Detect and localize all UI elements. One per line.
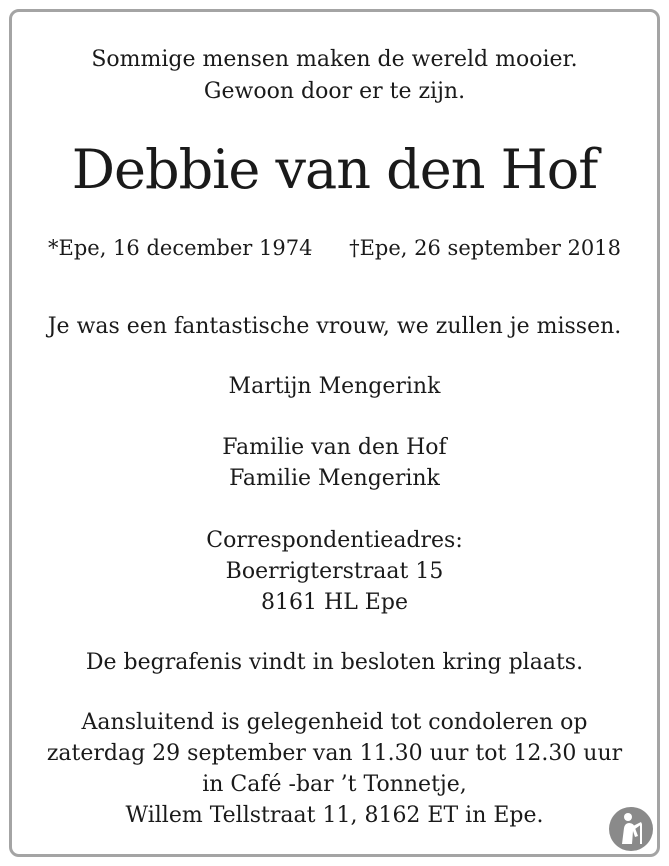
deceased-name: Debbie van den Hof <box>71 138 598 201</box>
condolence-line-2: zaterdag 29 september van 11.30 uur tot 12.30 uur <box>46 741 623 766</box>
correspondence-heading: Correspondentieadres: <box>206 528 463 553</box>
birth-date: *Epe, 16 december 1974 <box>48 236 313 260</box>
death-date: †Epe, 26 september 2018 <box>349 236 621 260</box>
opening-line-2: Gewoon door er te zijn. <box>203 79 466 104</box>
condolence-line-1: Aansluitend is gelegenheid tot condoleren op <box>81 710 588 735</box>
condolence-line-4: Willem Tellstraat 11, 8162 ET in Epe. <box>125 803 544 828</box>
correspondence-city: 8161 HL Epe <box>261 590 408 615</box>
farewell-message: Je was een fantastische vrouw, we zullen je missen. <box>47 314 622 339</box>
partner-name: Martijn Mengerink <box>228 374 441 399</box>
grieving-figure-logo-icon <box>608 806 654 852</box>
funeral-notice: De begrafenis vindt in besloten kring plaats. <box>85 650 584 675</box>
correspondence-street: Boerrigterstraat 15 <box>225 559 444 584</box>
family-line-2: Familie Mengerink <box>229 466 440 491</box>
opening-line-1: Sommige mensen maken de wereld mooier. <box>91 47 578 72</box>
condolence-line-3: in Café -bar ’t Tonnetje, <box>202 772 467 797</box>
family-line-1: Familie van den Hof <box>222 435 447 460</box>
